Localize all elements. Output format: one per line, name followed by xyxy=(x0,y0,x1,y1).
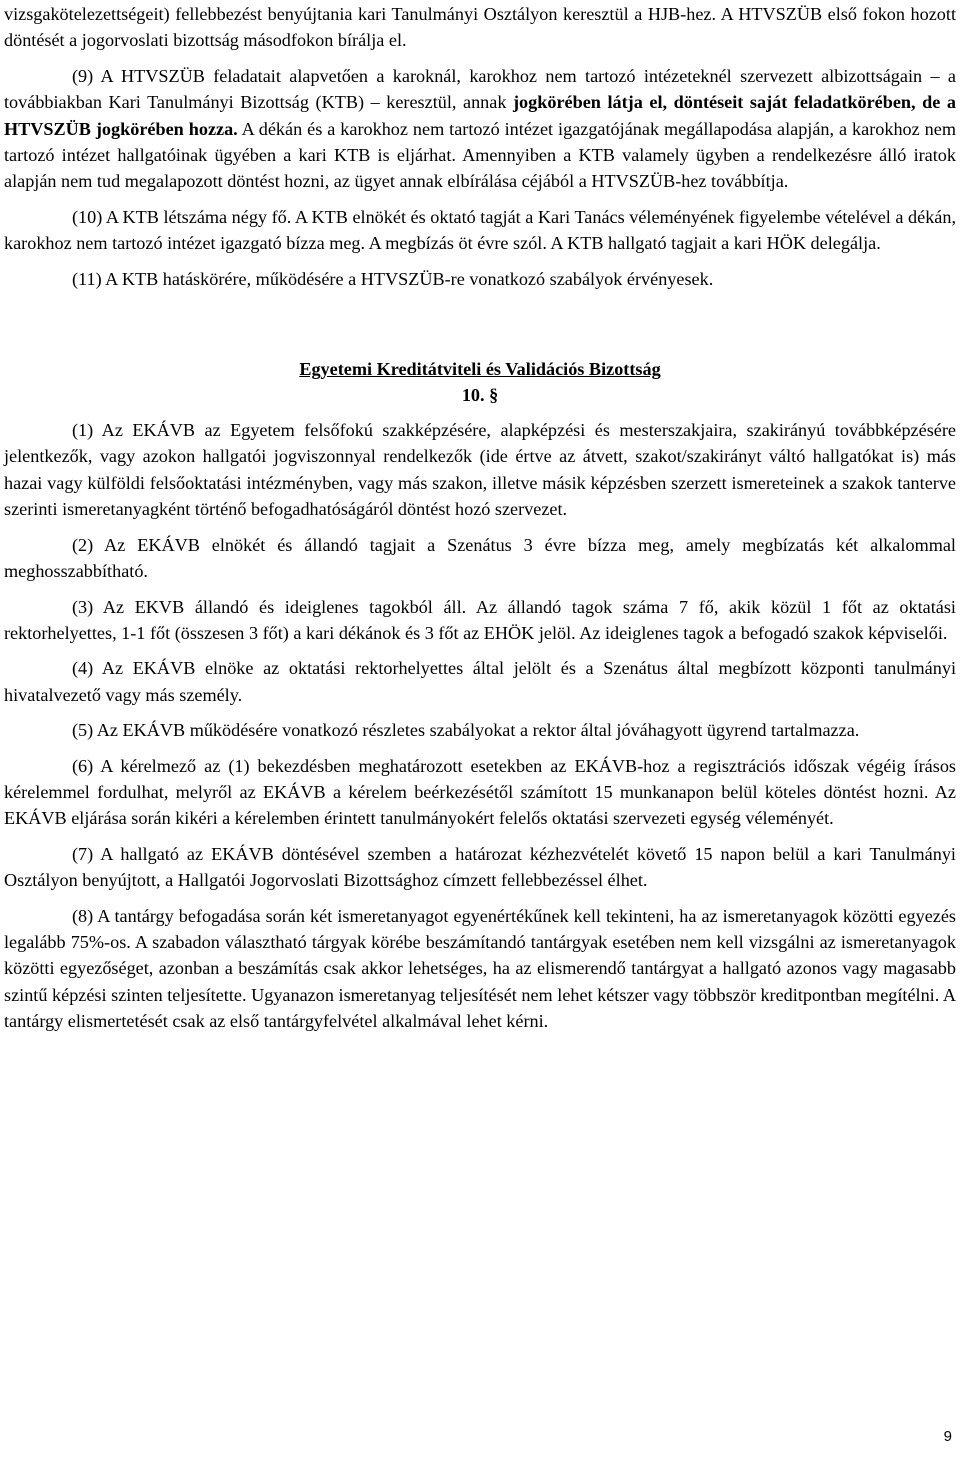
section-heading-text: Egyetemi Kreditátviteli és Validációs Bizottság xyxy=(299,359,661,380)
paragraph-10: (10) A KTB létszáma négy fő. A KTB elnökét és oktató tagját a Kari Tanács véleményének figyelembe vételével a dékán, karokhoz nem tartozó intézet igazgató bízza meg. A megbízás öt évre szól. A KTB hallgató tagjait a kari HÖK delegálja. xyxy=(4,206,956,254)
section-paragraph-2: (2) Az EKÁVB elnökét és állandó tagjait a Szenátus 3 évre bízza meg, amely megbízatás két alkalommal meghosszabbítható. xyxy=(4,534,956,582)
section-number: 10. § xyxy=(461,385,499,406)
paragraph-continuation: vizsgakötelezettségeit) fellebbezést benyújtania kari Tanulmányi Osztályon keresztül a HJB-hez. A HTVSZÜB első fokon hozott döntését a jogorvoslati bizottság másodfokon bírálja el. xyxy=(4,4,956,51)
section-paragraph-4: (4) Az EKÁVB elnöke az oktatási rektorhelyettes által jelölt és a Szenátus által megbízott központi tanulmányi hivatalvezető vagy más személy. xyxy=(4,658,956,705)
page-number: 9 xyxy=(943,1428,952,1445)
document-page xyxy=(4,0,956,1035)
paragraph-11: (11) A KTB hatáskörére, működésére a HTVSZÜB-re vonatkozó szabályok érvényesek. xyxy=(72,268,714,289)
section-paragraph-1: (1) Az EKÁVB az Egyetem felsőfokú szakképzésére, alapképzési és mesterszakjaira, szakirányú továbbképzésére jelentkezők, vagy azokon hallgatói jogviszonnyal rendelkezők (ide értve az átvett, szakot/szakirányt váltó hallgatókat is) más hazai vagy külföldi felsőoktatási intézményben, vagy más szakon, illetve másik képzésben szerzett ismereteinek a szakok tanterve szerinti ismeretanyagként történő befogadhatóságáról döntést hozó szervezet. xyxy=(4,420,956,520)
section-paragraph-3: (3) Az EKVB állandó és ideiglenes tagokból áll. Az állandó tagok száma 7 fő, akik közül 1 főt az oktatási rektorhelyettes, 1-1 főt (összesen 3 főt) a kari dékánok és 3 főt az EHÖK jelöl. Az ideiglenes tagok a befogadó szakok képviselői. xyxy=(4,596,956,643)
section-heading xyxy=(4,356,956,382)
section-paragraph-8: (8) A tantárgy befogadása során két ismeretanyagot egyenértékűnek kell tekinteni, ha az ismeretanyagok közötti egyezés legalább 75%-os. A szabadon választható tárgyak körébe beszámítandó tantárgyak esetében nem kell vizsgálni az ismeretanyagok közötti egyezőséget, azonban a beszámítás csak akkor lehetséges, ha az elismerendő tantárgyat a hallgató azonos vagy magasabb szintű képzési szinten teljesítette. Ugyanazon ismeretanyag teljesítését nem lehet kétszer vagy többször kreditpontban megítélni. A tantárgy elismertetését csak az első tantárgyfelvétel alkalmával lehet kérni. xyxy=(4,905,956,1032)
section-paragraph-5: (5) Az EKÁVB működésére vonatkozó részletes szabályokat a rektor által jóváhagyott ügyrend tartalmazza. xyxy=(72,720,860,741)
paragraph-9-bold-text: jogkörében látja el, döntéseit saját feladatkörében, de a HTVSZÜB jogkörében hozza. xyxy=(4,92,956,139)
paragraph-9-text-2: A dékán és a karokhoz nem tartozó intézet igazgatójának megállapodása alapján, a karokhoz nem tartozó intézet hallgatóinak ügyében a kari KTB is eljárhat. Amennyiben a KTB valamely ügyben a rendelkezésre álló iratok alapján nem tud megalapozott döntést hozni, az ügyet annak elbírálása céjából a HTVSZÜB-hez továbbítja. xyxy=(4,118,956,192)
section-paragraph-7: (7) A hallgató az EKÁVB döntésével szemben a határozat kézhezvételét követő 15 napon belül a kari Tanulmányi Osztályon benyújtott, a Hallgatói Jogorvoslati Bizottsághoz címzett fellebbezéssel élhet. xyxy=(4,843,956,891)
section-paragraph-6: (6) A kérelmező az (1) bekezdésben meghatározott esetekben az EKÁVB-hoz a regisztrációs időszak végéig írásos kérelemmel fordulhat, melyről az EKÁVB a kérelem beérkezésétől számított 15 munkanapon belül köteles döntést hozni. Az EKÁVB eljárása során kikéri a kérelemben érintett tanulmányokért felelős oktatási szervezeti egység véleményét. xyxy=(4,755,956,829)
paragraph-9 xyxy=(4,63,956,195)
paragraph-9-text-1: (9) A HTVSZÜB feladatait alapvetően a karoknál, karokhoz nem tartozó intézeteknél szervezett albizottságain – a továbbiakban Kari Tanulmányi Bizottság (KTB) – keresztül, annak xyxy=(4,65,956,113)
